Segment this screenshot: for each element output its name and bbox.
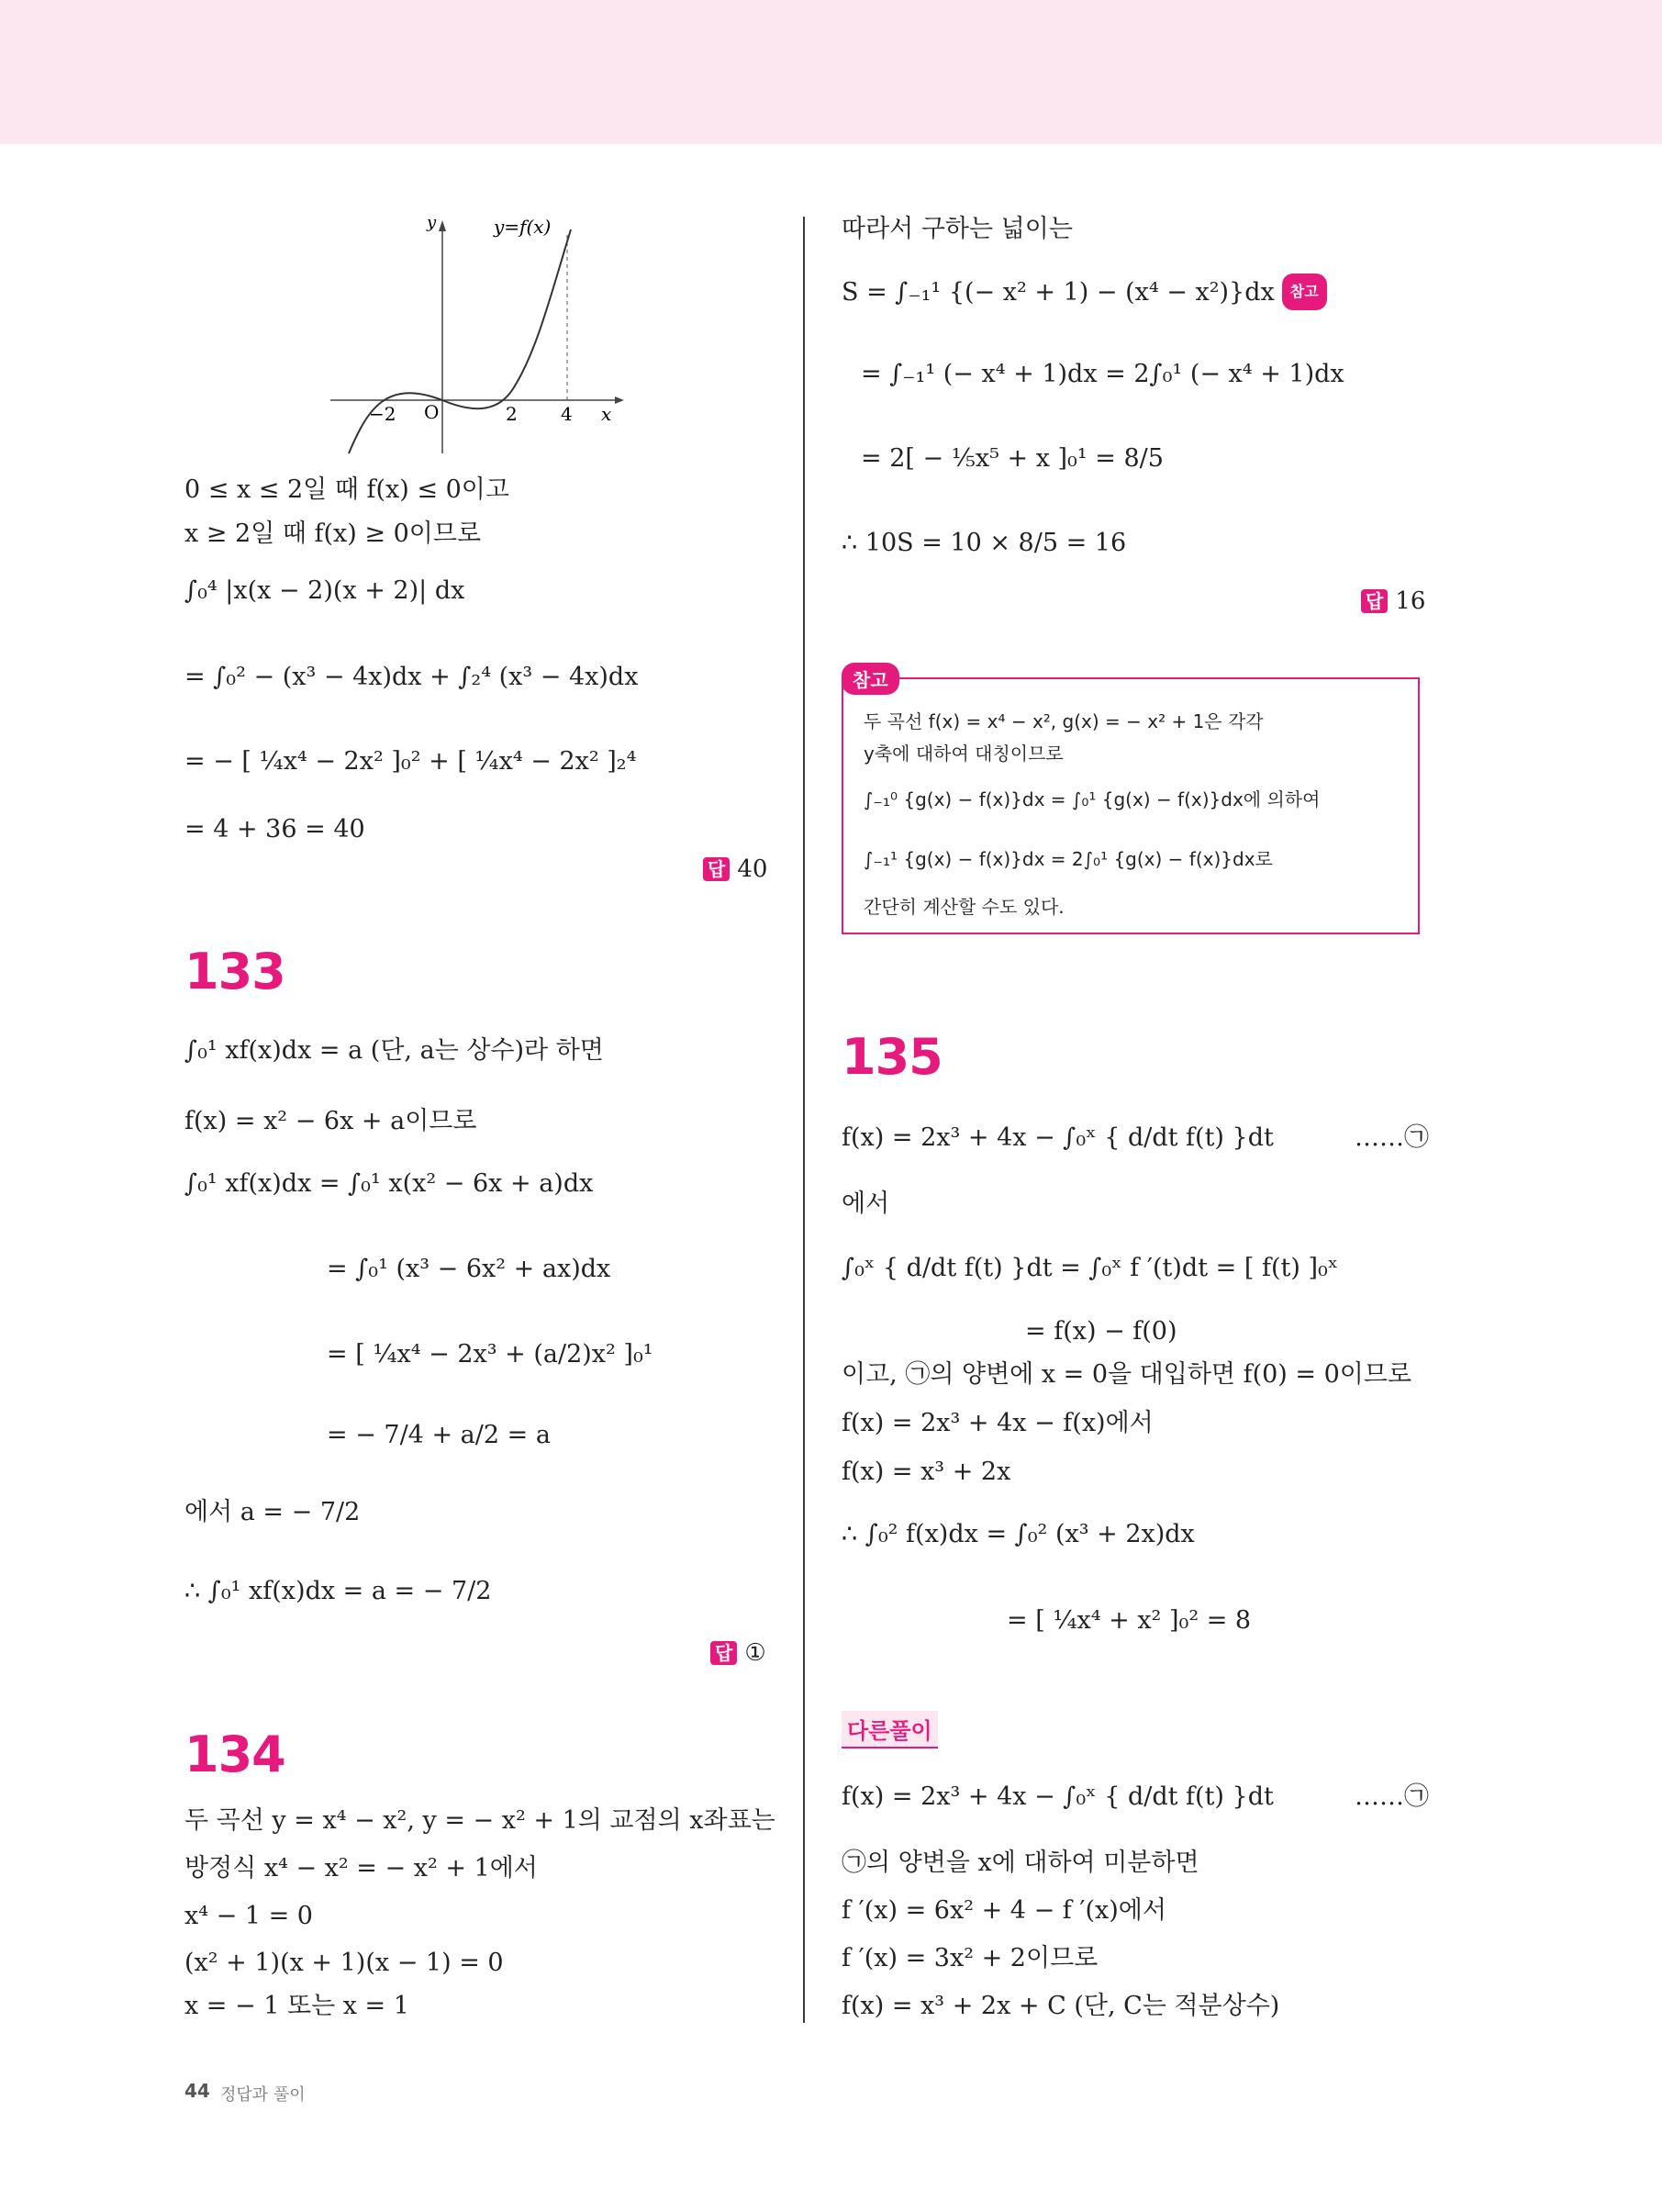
p133-line: f(x) = x² − 6x + a이므로 [184,1107,477,1135]
p135-line: 에서 [842,1190,890,1218]
p134-line: x⁴ − 1 = 0 [184,1902,313,1930]
note-line: 두 곡선 f(x) = x⁴ − x², g(x) = − x² + 1은 각각 [864,710,1264,732]
note-line: y축에 대하여 대칭이므로 [864,743,1064,765]
x-axis-label: x [601,403,612,425]
answer-value: 16 [1395,587,1426,615]
p135-alt-line: f(x) = x³ + 2x + C (단, C는 적분상수) [842,1992,1280,2020]
p135-alt-line: f ′(x) = 3x² + 2이므로 [842,1944,1099,1972]
p133-line: = ∫₀¹ (x³ − 6x² + ax)dx [327,1255,611,1283]
y-axis-label: y [427,213,437,232]
p132-line: x ≥ 2일 때 f(x) ≥ 0이므로 [184,519,482,548]
x-axis-arrow-icon [615,397,624,404]
section-title: 정답과 풀이 [220,2085,306,2105]
p134-right-line: S = ∫₋₁¹ {(− x² + 1) − (x⁴ − x²)}dx 참고 [842,274,1327,310]
p135-line: = f(x) − f(0) [1025,1317,1177,1346]
p133-line: ∫₀¹ xf(x)dx = a (단, a는 상수)라 하면 [184,1036,604,1065]
p132-line: = 4 + 36 = 40 [184,815,365,843]
tick-2: 2 [506,403,518,425]
note-line: ∫₋₁⁰ {g(x) − f(x)}dx = ∫₀¹ {g(x) − f(x)}dx에 의하여 [864,788,1321,810]
column-divider [803,217,805,2023]
p133-line: ∴ ∫₀¹ xf(x)dx = a = − 7/2 [184,1577,492,1605]
p134-right-line: = 2[ − ⅕x⁵ + x ]₀¹ = 8/5 [861,444,1164,473]
p135-line: f(x) = x³ + 2x [842,1458,1011,1486]
p135-alt-line: f ′(x) = 6x² + 4 − f ′(x)에서 [842,1896,1166,1925]
answer-badge: 답 [703,857,730,881]
problem-number-134: 134 [184,1726,285,1783]
p133-answer [710,1639,766,1667]
answer-value: ① [744,1639,766,1667]
p134-answer [1361,587,1425,615]
p135-line: 이고, ㉠의 양변에 x = 0을 대입하면 f(0) = 0이므로 [842,1360,1412,1389]
problem-number-135: 135 [842,1028,943,1086]
p134-right-line: 따라서 구하는 넓이는 [842,215,1073,243]
p135-line: = [ ¼x⁴ + x² ]₀² = 8 [1007,1606,1252,1635]
tick-4: 4 [561,403,573,425]
p134-line: x = − 1 또는 x = 1 [184,1992,409,2020]
page-number: 44 [184,2080,210,2102]
problem-number-133: 133 [184,943,285,1000]
p135-marker: ……㉠ [1355,1123,1429,1152]
p135-line: ∫₀ˣ { d/dt f(t) }dt = ∫₀ˣ f ′(t)dt = [ f(t) ]₀ˣ [842,1254,1339,1282]
function-graph [330,213,624,461]
top-banner [0,0,1662,144]
p134-right-line: ∴ 10S = 10 × 8/5 = 16 [842,529,1127,557]
p132-line: ∫₀⁴ |x(x − 2)(x + 2)| dx [184,576,465,605]
answer-badge: 답 [710,1641,737,1665]
p134-line: (x² + 1)(x + 1)(x − 1) = 0 [184,1949,504,1977]
p132-line: = − [ ¼x⁴ − 2x² ]₀² + [ ¼x⁴ − 2x² ]₂⁴ [184,747,637,776]
p133-line: = [ ¼x⁴ − 2x³ + (a/2)x² ]₀¹ [327,1340,653,1369]
p133-line: 에서 a = − 7/2 [184,1498,361,1526]
p135-marker: ……㉠ [1355,1782,1429,1811]
p134-right-line: = ∫₋₁¹ (− x⁴ + 1)dx = 2∫₀¹ (− x⁴ + 1)dx [861,360,1344,388]
p134-line: 방정식 x⁴ − x² = − x² + 1에서 [184,1854,538,1882]
p133-line: ∫₀¹ xf(x)dx = ∫₀¹ x(x² − 6x + a)dx [184,1169,594,1198]
p135-alt-line: ㉠의 양변을 x에 대하여 미분하면 [842,1849,1199,1877]
p132-line: = ∫₀² − (x³ − 4x)dx + ∫₂⁴ (x³ − 4x)dx [184,663,639,691]
note-line: ∫₋₁¹ {g(x) − f(x)}dx = 2∫₀¹ {g(x) − f(x)}dx로 [864,848,1273,870]
tick-origin: O [424,401,440,423]
answer-value: 40 [737,855,768,883]
reference-badge: 참고 [1282,274,1327,310]
p133-line: = − 7/4 + a/2 = a [327,1421,551,1449]
tick-neg2: −2 [369,403,396,425]
alternate-solution-tag: 다른풀이 [842,1711,938,1748]
p132-line: 0 ≤ x ≤ 2일 때 f(x) ≤ 0이고 [184,475,509,504]
note-line: 간단히 계산할 수도 있다. [864,896,1065,918]
p135-line: f(x) = 2x³ + 4x − f(x)에서 [842,1409,1154,1437]
curve-label: y=f(x) [494,216,552,238]
answer-badge: 답 [1361,589,1388,613]
p135-line: ∴ ∫₀² f(x)dx = ∫₀² (x³ + 2x)dx [842,1520,1195,1548]
p132-answer [703,855,767,883]
reference-note-tag: 참고 [842,663,899,695]
y-axis-arrow-icon [439,220,446,231]
p134-line: 두 곡선 y = x⁴ − x², y = − x² + 1의 교점의 x좌표는 [184,1806,775,1835]
p135-alt-line: f(x) = 2x³ + 4x − ∫₀ˣ { d/dt f(t) }dt [842,1782,1274,1811]
p135-line: f(x) = 2x³ + 4x − ∫₀ˣ { d/dt f(t) }dt [842,1123,1274,1152]
